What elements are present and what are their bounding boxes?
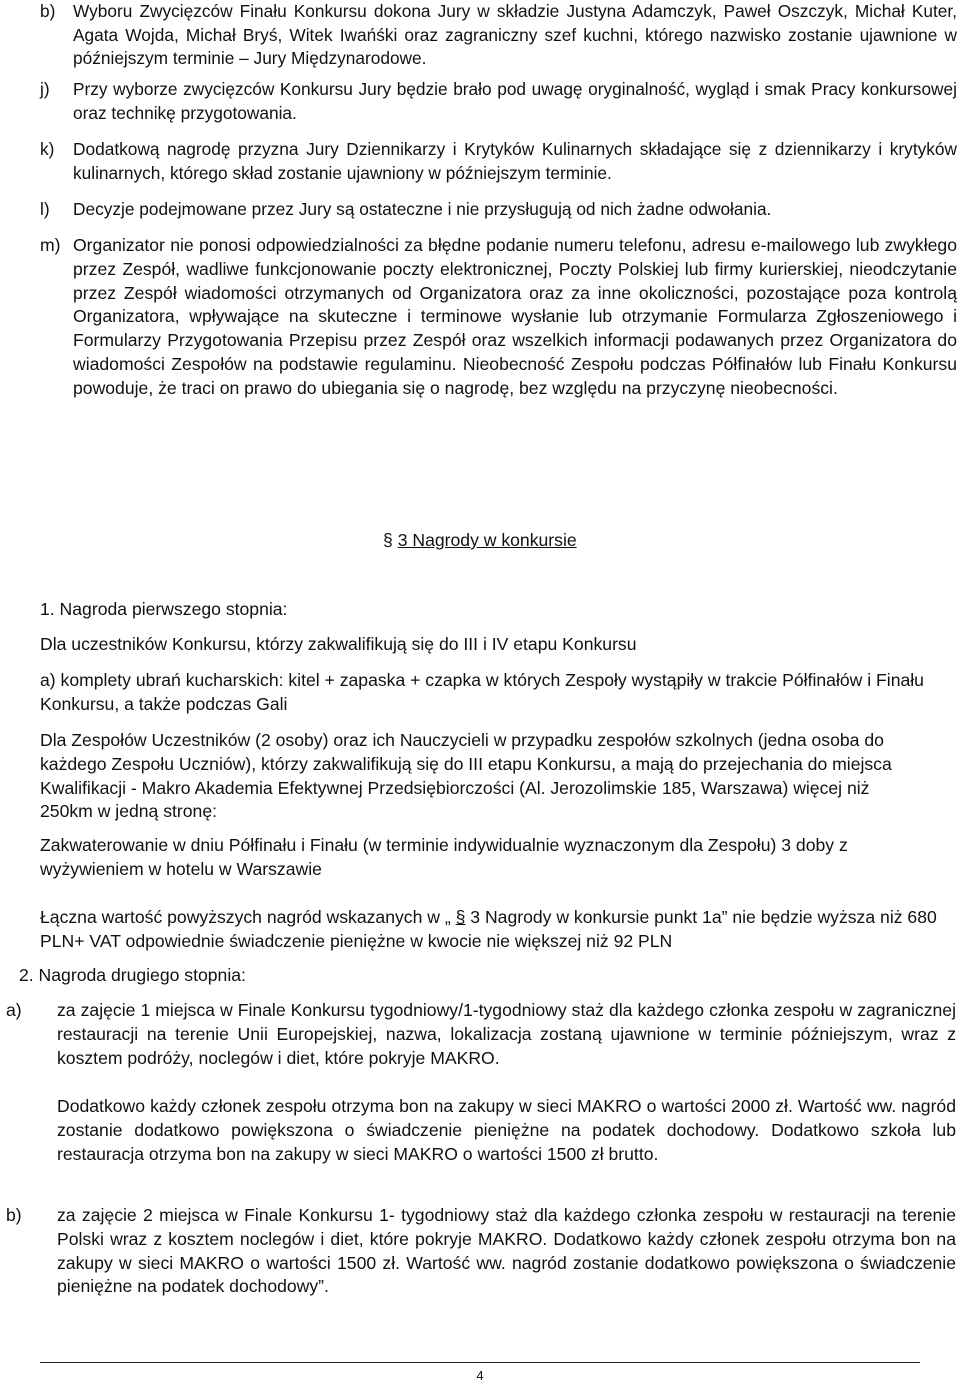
list-item-text-l: Decyzje podejmowane przez Jury są ostateczne i nie przysługują od nich żadne odwołania. xyxy=(73,199,772,219)
prize1-value-symbol: § xyxy=(455,907,466,927)
prize1-value-text-a: Łączna wartość powyższych nagród wskazanych w „ xyxy=(40,907,456,927)
list-item-text-k: Dodatkową nagrodę przyzna Jury Dziennikarzy i Krytyków Kulinarnych składające się z dziennikarzy i krytyków kulinarnych, którego skład zostanie ujawniony w późniejszym terminie. xyxy=(73,139,957,183)
prize2-a-text2: Dodatkowo każdy członek zespołu otrzyma bon na zakupy w sieci MAKRO o wartości 2000 zł. Wartość ww. nagród zostanie dodatkowo powiększona o świadczenie pieniężne na podatek dochodowy. Dodatkowo szkoła lub restauracja otrzyma bon na zakupy w sieci MAKRO o wartości 1500 zł brutto. xyxy=(57,1096,956,1164)
list-item-text-j: Przy wyborze zwycięzców Konkursu Jury będzie brało pod uwagę oryginalność, wygląd i smak Pracy konkursowej oraz technikę przygotowania. xyxy=(73,79,957,123)
prize1-p3: Dla Zespołów Uczestników (2 osoby) oraz ich Nauczycieli w przypadku zespołów szkolnych (jedna osoba do każdego Zespołu Uczniów), którzy zakwalifikują się do III etapu Konkursu, a mają do przejechania do miejsca Kwalifikacji - Makro Akademia Efektywnej Przedsiębiorczości (Al. Jerozolimskie 185, Warszawa) więcej niż 250km w jedną stronę: xyxy=(40,730,892,822)
list-item-label-l: l) xyxy=(40,199,50,219)
list-item-label-b: b) xyxy=(40,1,56,21)
prize1-value-note xyxy=(40,906,940,954)
prize2-heading: 2. Nagroda drugiego stopnia: xyxy=(19,965,246,985)
list-item-label-k: k) xyxy=(40,139,55,159)
prize1-p2: a) komplety ubrań kucharskich: kitel + zapaska + czapka w których Zespoły wystąpiły w trakcie Półfinałów i Finału Konkursu, a także podczas Gali xyxy=(40,670,924,714)
prize2-b-label: b) xyxy=(6,1205,22,1225)
prize2-b-text: za zajęcie 2 miejsca w Finale Konkursu 1- tygodniowy staż dla każdego członka zespołu w restauracji na terenie Polski wraz z kosztem noclegów i diet, które pokryje MAKRO. Dodatkowo każdy członek zespołu otrzyma bon na zakupy w sieci MAKRO o wartości 1500 zł. Wartość ww. nagród zostanie dodatkowo powiększona o świadczenie pieniężne na podatek dochodowy”. xyxy=(57,1205,956,1297)
prize1-value-text-b: 3 Nagrody w konkursie punkt 1a” nie będzie wyższa niż 680 PLN+ VAT odpowiednie świadczenie pieniężne w kwocie nie większej niż 92 PLN xyxy=(40,907,937,951)
list-item-label-j: j) xyxy=(40,79,50,99)
section-title: 3 Nagrody w konkursie xyxy=(397,530,577,550)
section-symbol: § xyxy=(383,530,393,550)
list-item-text-m: Organizator nie ponosi odpowiedzialności za błędne podanie numeru telefonu, adresu e-mailowego lub zwykłego przez Zespół, wadliwe funkcjonowanie poczty elektronicznej, Poczty Polskiej lub firmy kurierskiej, nieodczytanie przez Zespół wiadomości otrzymanych od Organizatora oraz za inne okoliczności, pozostające poza kontrolą Organizatora, wpływające na skuteczne i terminowe wysłanie lub otrzymanie Formularza Zgłoszeniowego i Formularzy Przygotowania Przepisu przez Zespół oraz wszelkich informacji podawanych przez Organizatora do wiadomości Zespołów na podstawie regulaminu. Nieobecność Zespołu podczas Półfinałów lub Finału Konkursu powoduje, że traci on prawo do ubiegania się o nagrodę, bez względu na przyczynę nieobecności. xyxy=(73,235,957,398)
prize2-a-label: a) xyxy=(6,1000,22,1020)
footer-divider xyxy=(40,1362,920,1363)
prize1-p1: Dla uczestników Konkursu, którzy zakwalifikują się do III i IV etapu Konkursu xyxy=(40,634,637,654)
list-item-label-m: m) xyxy=(40,235,61,255)
prize1-heading: 1. Nagroda pierwszego stopnia: xyxy=(40,599,288,619)
prize2-a-text: za zajęcie 1 miejsca w Finale Konkursu tygodniowy/1-tygodniowy staż dla każdego członka zespołu w zagranicznej restauracji na terenie Unii Europejskiej, nazwa, lokalizacja zostaną ujawnione w terminie późniejszym, wraz z kosztem podróży, noclegów i diet, które pokryje MAKRO. xyxy=(57,1000,956,1068)
page-number: 4 xyxy=(476,1368,484,1383)
section-heading xyxy=(383,529,577,553)
list-item-text-b: Wyboru Zwycięzców Finału Konkursu dokona Jury w składzie Justyna Adamczyk, Paweł Oszczyk, Michał Kuter, Agata Wojda, Michał Bryś, Witek Iwańśki oraz zagraniczny szef kuchni, którego nazwisko zostanie ujawnione w późniejszym terminie – Jury Międzynarodowe. xyxy=(73,1,957,69)
prize1-p4: Zakwaterowanie w dniu Półfinału i Finału (w terminie indywidualnie wyznaczonym dla Zespołu) 3 doby z wyżywieniem w hotelu w Warszawie xyxy=(40,835,848,879)
